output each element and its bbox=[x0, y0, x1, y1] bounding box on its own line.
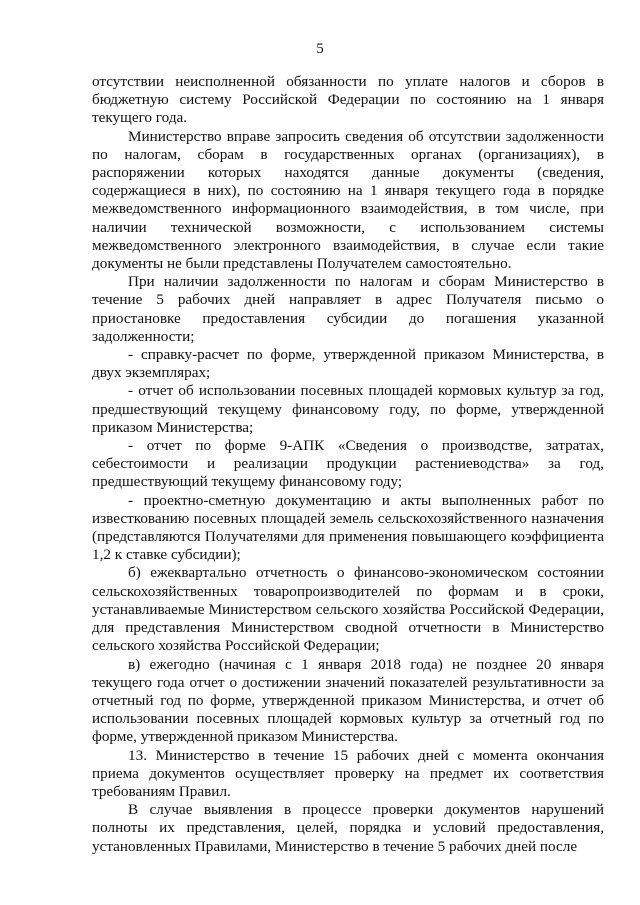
list-item-design-documentation: - проектно-сметную документацию и акты выполненных работ по известкованию посевных площадей земель сельскохозяйственного назначения (представляются Получателями для применения повышающего коэффициента 1,2 к ставке субсидии); bbox=[92, 491, 604, 564]
paragraph-section-13: 13. Министерство в течение 15 рабочих дней с момента окончания приема документов осуществляет проверку на предмет их соответствия требованиям Правил. bbox=[92, 746, 604, 800]
document-body bbox=[92, 73, 604, 856]
paragraph-tax-debt: При наличии задолженности по налогам и сборам Министерство в течение 5 рабочих дней направляет в адрес Получателя письмо о приостановке предоставления субсидии до погашения указанной задолженности; bbox=[92, 273, 604, 345]
paragraph-ministry-request: Министерство вправе запросить сведения об отсутствии задолженности по налогам, сборам в государственных органах (организациях), в распоряжении которых находятся данные документы (сведения, содержащиеся в них), по состоянию на 1 января текущего года в порядке межведомственного информационного взаимодействия, в том числе, при наличии технической возможности, с использованием системы межведомственного электронного взаимодействия, в случае если такие документы не были представлены Получателем самостоятельно. bbox=[92, 127, 604, 273]
paragraph-violations: В случае выявления в процессе проверки документов нарушений полноты их представления, целей, порядка и условий предоставления, установленных Правилами, Министерство в течение 5 рабочих дней после bbox=[92, 801, 604, 855]
list-item-9apk-report: - отчет по форме 9-АПК «Сведения о производстве, затратах, себестоимости и реализации продукции растениеводства» за год, предшествующий текущему финансовому году; bbox=[92, 437, 604, 491]
page-number: 5 bbox=[316, 41, 324, 57]
paragraph-annual-report: в) ежегодно (начиная с 1 января 2018 года) не позднее 20 января текущего года отчет о достижении значений показателей результативности за отчетный год по форме, утвержденной приказом Министерства, и отчет об использовании посевных площадей кормовых культур за отчетный год по форме, утвержденной приказом Министерства. bbox=[92, 655, 604, 746]
paragraph-quarterly-reporting: б) ежеквартально отчетность о финансово-экономическом состоянии сельскохозяйственных товаропроизводителей по формам и в сроки, устанавливаемые Министерством сельского хозяйства Российской Федерации, для представления Министерством сводной отчетности в Министерство сельского хозяйства Российской Федерации; bbox=[92, 564, 604, 655]
list-item-calculation-certificate: - справку-расчет по форме, утвержденной приказом Министерства, в двух экземплярах; bbox=[92, 346, 604, 382]
list-item-crop-area-report: - отчет об использовании посевных площадей кормовых культур за год, предшествующий текущему финансовому году, по форме, утвержденной приказом Министерства; bbox=[92, 382, 604, 436]
paragraph-continuation: отсутствии неисполненной обязанности по уплате налогов и сборов в бюджетную систему Российской Федерации по состоянию на 1 января текущего года. bbox=[92, 73, 604, 127]
